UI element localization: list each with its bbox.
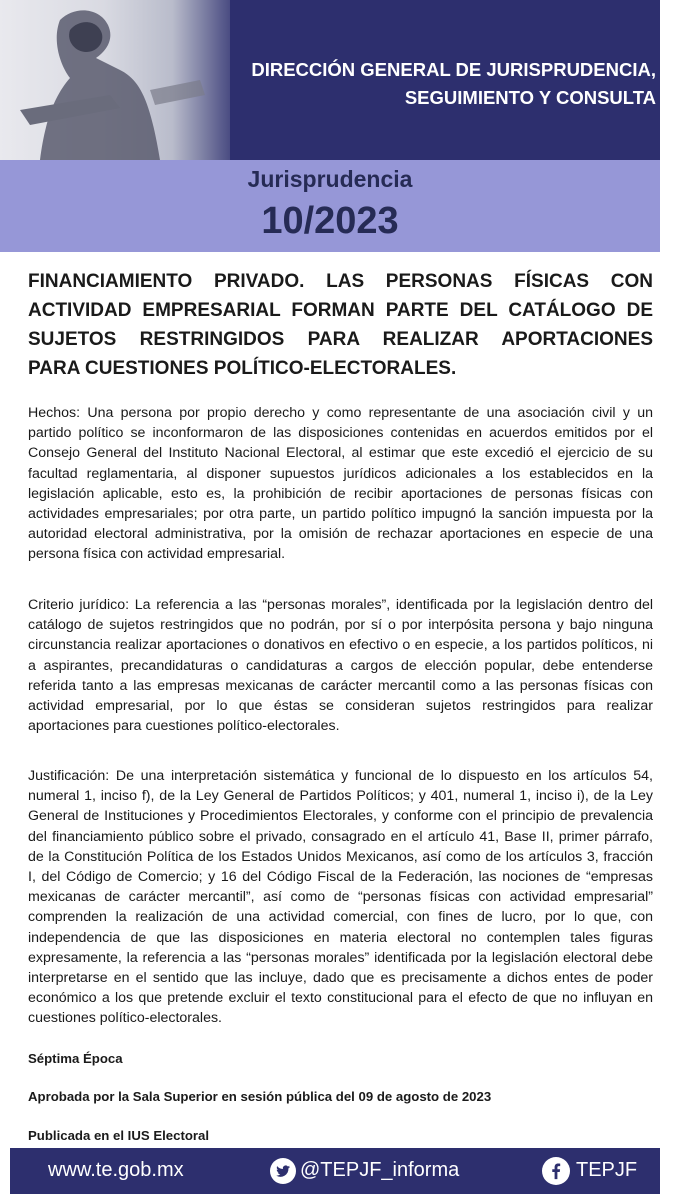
epoca-label: Séptima Época [28,1051,123,1066]
justificacion-paragraph: Justificación: De una interpretación sistemática y funcional de lo dispuesto en los artículos 54, numeral 1, inciso f), de la Ley General de Partidos Políticos; y 401, numeral 1, inciso i), de la Ley General de Instituciones y Procedimientos Electorales, y conforme con el principio de prevalencia del financiamiento público sobre el privado, consagrado en el artículo 41, Base II, primer párrafo, de la Constitución Política de los Estados Unidos Mexicanos, así como de los artículos 3, fracción I, del Código de Comercio; y 16 del Código Fiscal de la Federación, las nociones de “empresas mexicanas de carácter mercantil”, así como de “personas físicas con actividad empresarial” comprenden la realización de una actividad comercial, con fines de lucro, por lo que, con independencia de que las disposiciones en materia electoral no contemplen tales figuras expresamente, la referencia a las “personas morales” identificada por la legislación electoral debe interpretarse en el sentido que las incluye, dado que es precisamente a dichos entes de poder económico a los que pretende excluir el texto constitucional para el efecto de que no influyan en cuestiones político-electorales. [28,768,653,1027]
department-line-2: SEGUIMIENTO Y CONSULTA [404,87,656,108]
title-line-3: SUJETOS RESTRINGIDOS PARA REALIZAR APORTACIONES [28,329,653,350]
thesis-title [28,267,653,383]
statue-image [0,0,230,160]
department-name [210,56,656,112]
footer-bar [10,1148,660,1194]
facebook-handle[interactable]: TEPJF [576,1159,638,1181]
twitter-handle[interactable]: @TEPJF_informa [300,1159,460,1181]
title-line-2: ACTIVIDAD EMPRESARIAL FORMAN PARTE DEL CATÁLOGO DE [28,300,653,321]
title-line-1: FINANCIAMIENTO PRIVADO. LAS PERSONAS FÍSICAS CON [28,271,653,292]
title-line-4: PARA CUESTIONES POLÍTICO-ELECTORALES. [28,358,457,379]
department-line-1: DIRECCIÓN GENERAL DE JURISPRUDENCIA, [251,59,656,80]
website-link[interactable]: www.te.gob.mx [48,1159,184,1181]
hechos-paragraph: Hechos: Una persona por propio derecho y como representante de una asociación civil y un partido político se inconformaron de las disposiciones contenidas en acuerdos emitidos por el Consejo General del Instituto Nacional Electoral, al estimar que este excedió el ejercicio de su facultad reglamentaria, al disponer supuestos jurídicos adicionales a los establecidos en la legislación aplicable, esto es, la prohibición de recibir aportaciones de personas físicas con actividades empresariales; por otra parte, un partido político impugnó la sanción impuesta por la autoridad electoral administrativa, por la omisión de rechazar aportaciones en especie de una persona física con actividad empresarial. [28,405,653,563]
jurisprudencia-number: 10/2023 [261,200,399,242]
jurisprudencia-box [0,160,660,252]
approval-note: Aprobada por la Sala Superior en sesión pública del 09 de agosto de 2023 [28,1089,492,1104]
publication-note: Publicada en el IUS Electoral [28,1128,210,1143]
facebook-icon[interactable] [542,1157,570,1185]
criterio-paragraph: Criterio jurídico: La referencia a las “personas morales”, identificada por la legislación dentro del catálogo de sujetos restringidos que no podrán, por sí o por interpósita persona y bajo ninguna circunstancia realizar aportaciones o donativos en efectivo o en especie, a los partidos políticos, ni a aspirantes, precandidaturas o candidaturas a cargos de elección popular, debe entenderse referida tanto a las empresas mexicanas de carácter mercantil como a las personas físicas con actividad empresarial, por lo que éstas se consideran sujetos restringidos para realizar aportaciones para cuestiones político-electorales. [28,597,653,735]
twitter-icon[interactable] [270,1158,296,1184]
jurisprudencia-label: Jurisprudencia [247,166,413,192]
header-banner [0,0,660,160]
